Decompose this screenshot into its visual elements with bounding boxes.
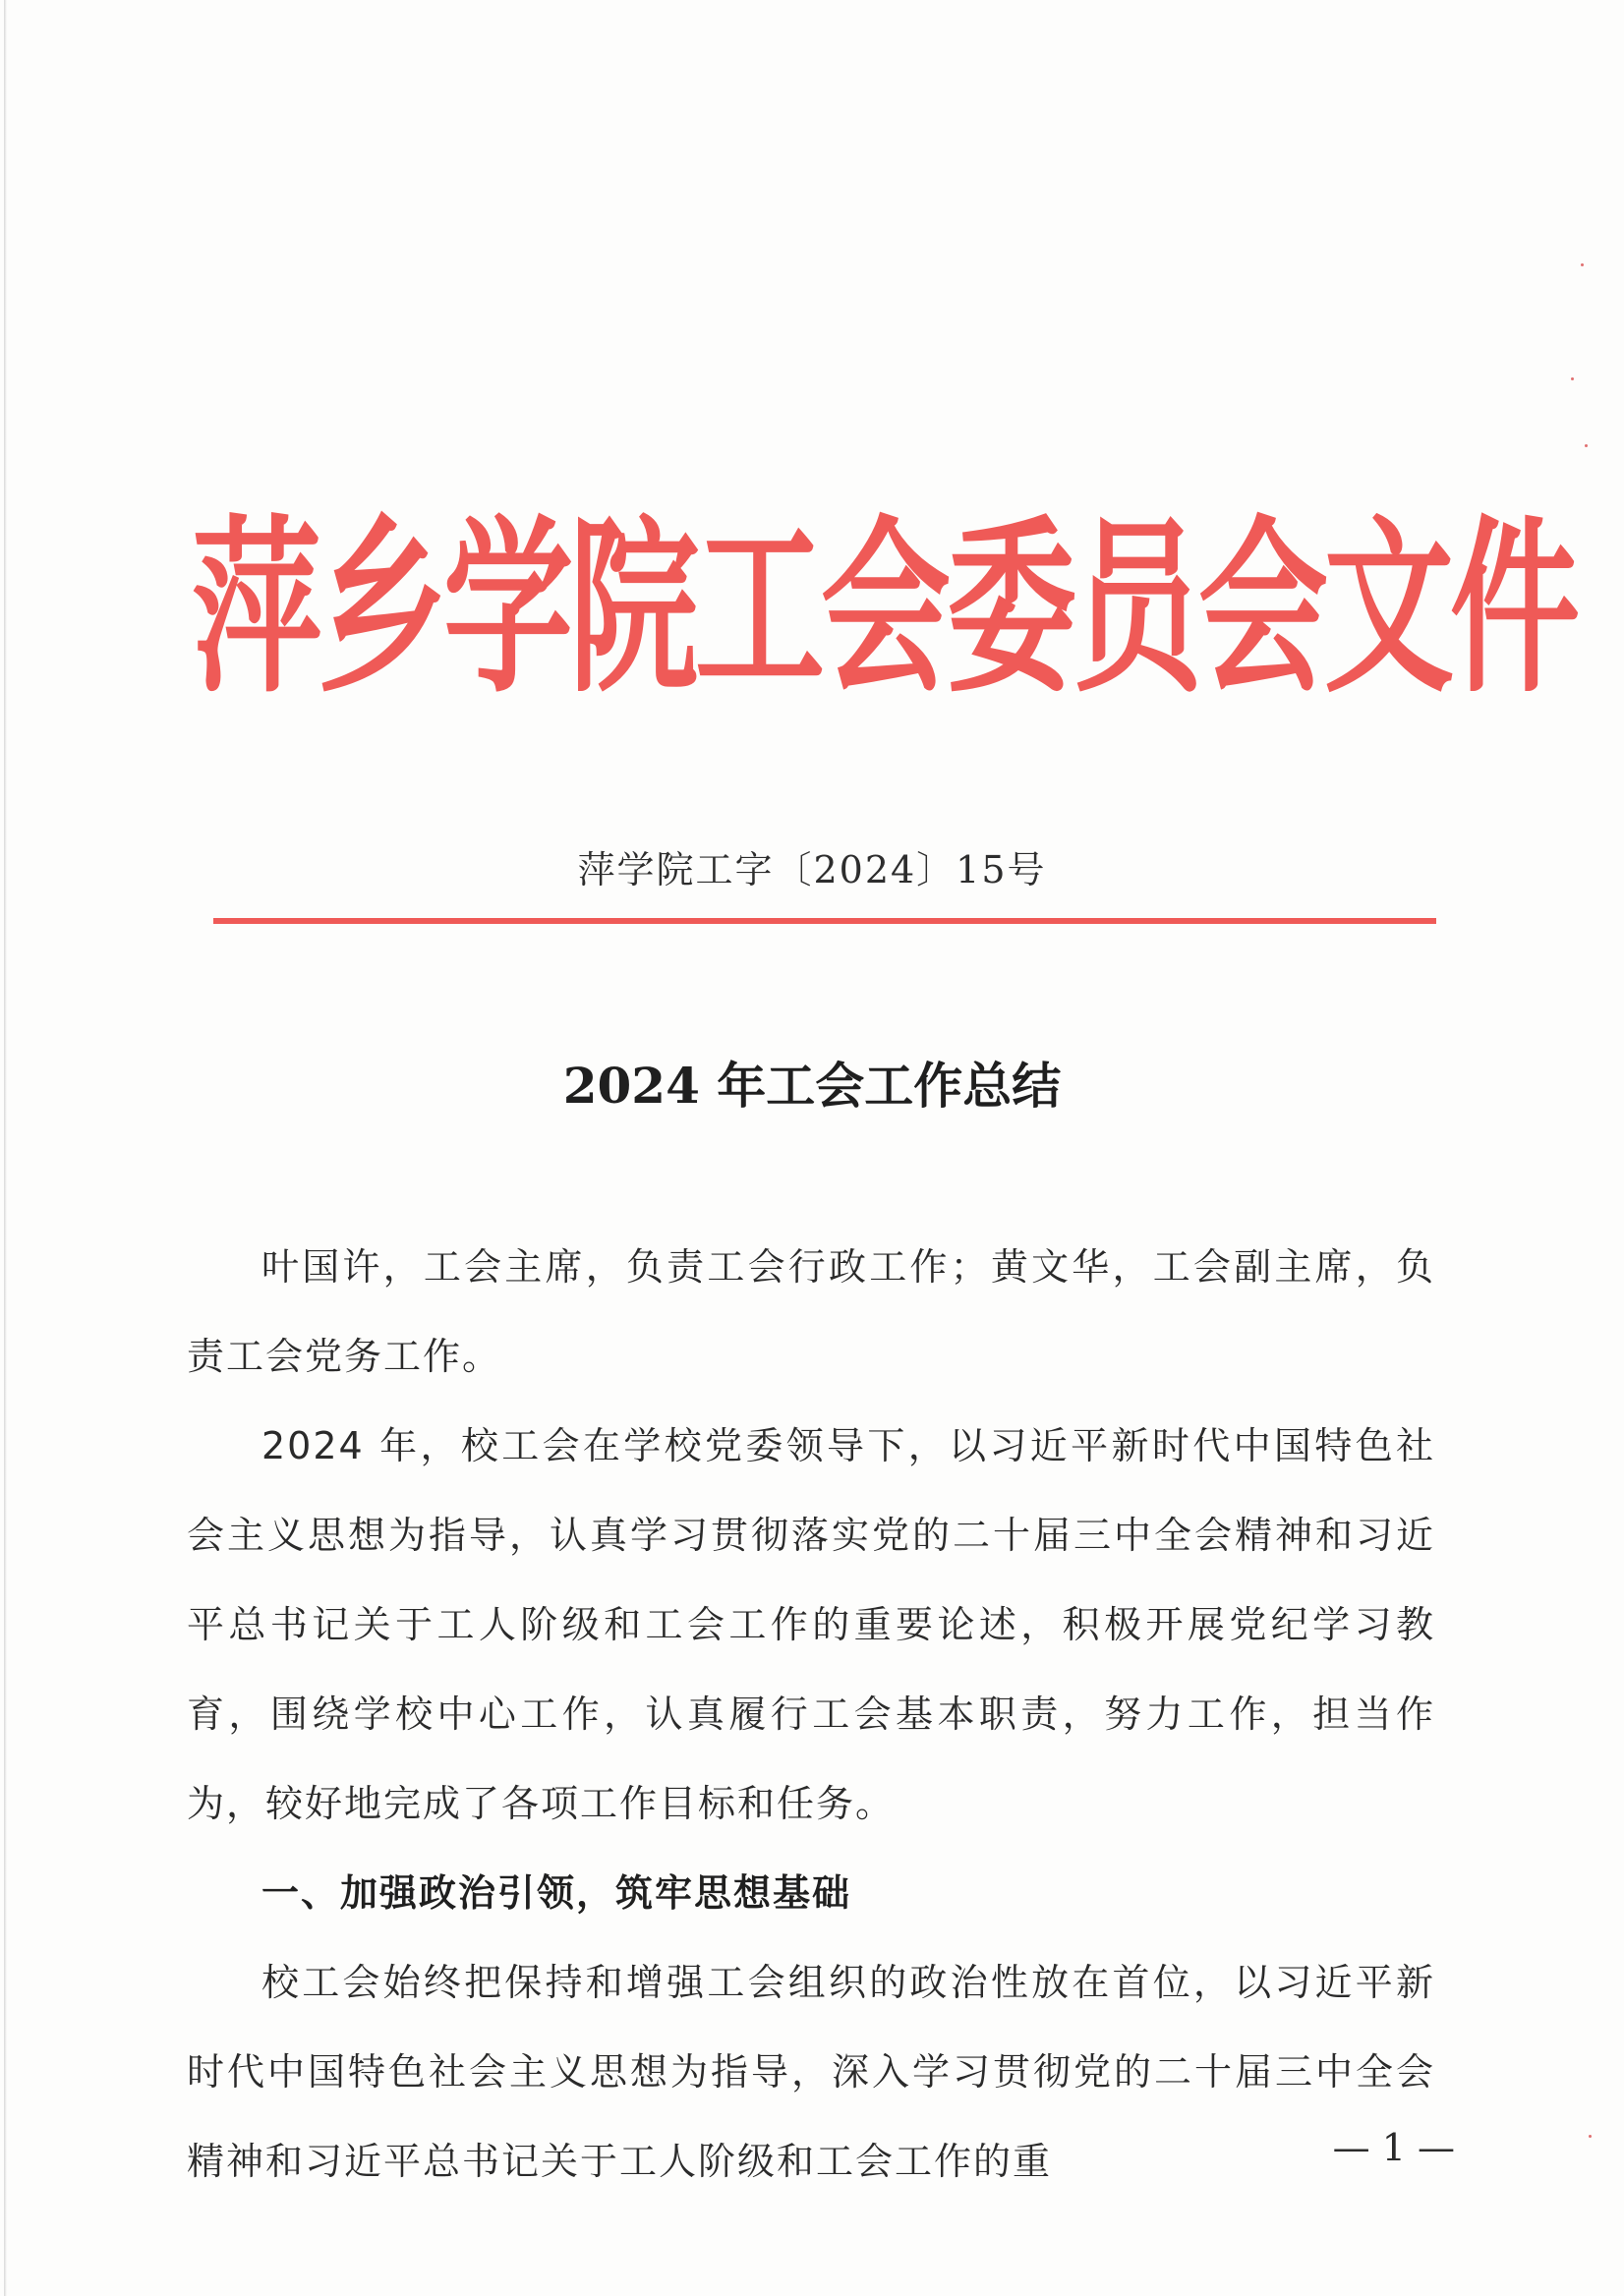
paragraph-overview: 2024 年，校工会在学校党委领导下，以习近平新时代中国特色社会主义思想为指导，认真学习贯彻落实党的二十届三中全会精神和习近平总书记关于工人阶级和工会工作的重要论述，积极开展党纪学习教育，围绕学校中心工作，认真履行工会基本职责，努力工作，担当作为，较好地完成了各项工作目标和任务。 [187,1424,1435,1825]
paragraph-section-one: 校工会始终把保持和增强工会组织的政治性放在首位，以习近平新时代中国特色社会主义思想为指导，深入学习贯彻党的二十届三中全会精神和习近平总书记关于工人阶级和工会工作的重 [187,1961,1435,2183]
document-title: 2024 年工会工作总结 [562,1057,1062,1115]
section-heading: 一、加强政治引领，筑牢思想基础 [261,1871,852,1915]
scan-speck [1571,377,1574,380]
document-body [187,1223,1435,2207]
page-number: — 1 — [1332,2126,1455,2169]
red-separator-line [213,918,1436,924]
scan-speck [1585,444,1588,447]
scan-speck [1581,263,1584,266]
scan-speck [1589,2135,1592,2138]
scan-edge-shadow [4,0,7,2296]
masthead-title: 萍乡学院工会委员会文件 [192,499,1576,719]
document-number: 萍学院工字〔2024〕15号 [577,848,1047,891]
paragraph-responsibilities: 叶国许，工会主席，负责工会行政工作；黄文华，工会副主席，负责工会党务工作。 [187,1245,1435,1378]
